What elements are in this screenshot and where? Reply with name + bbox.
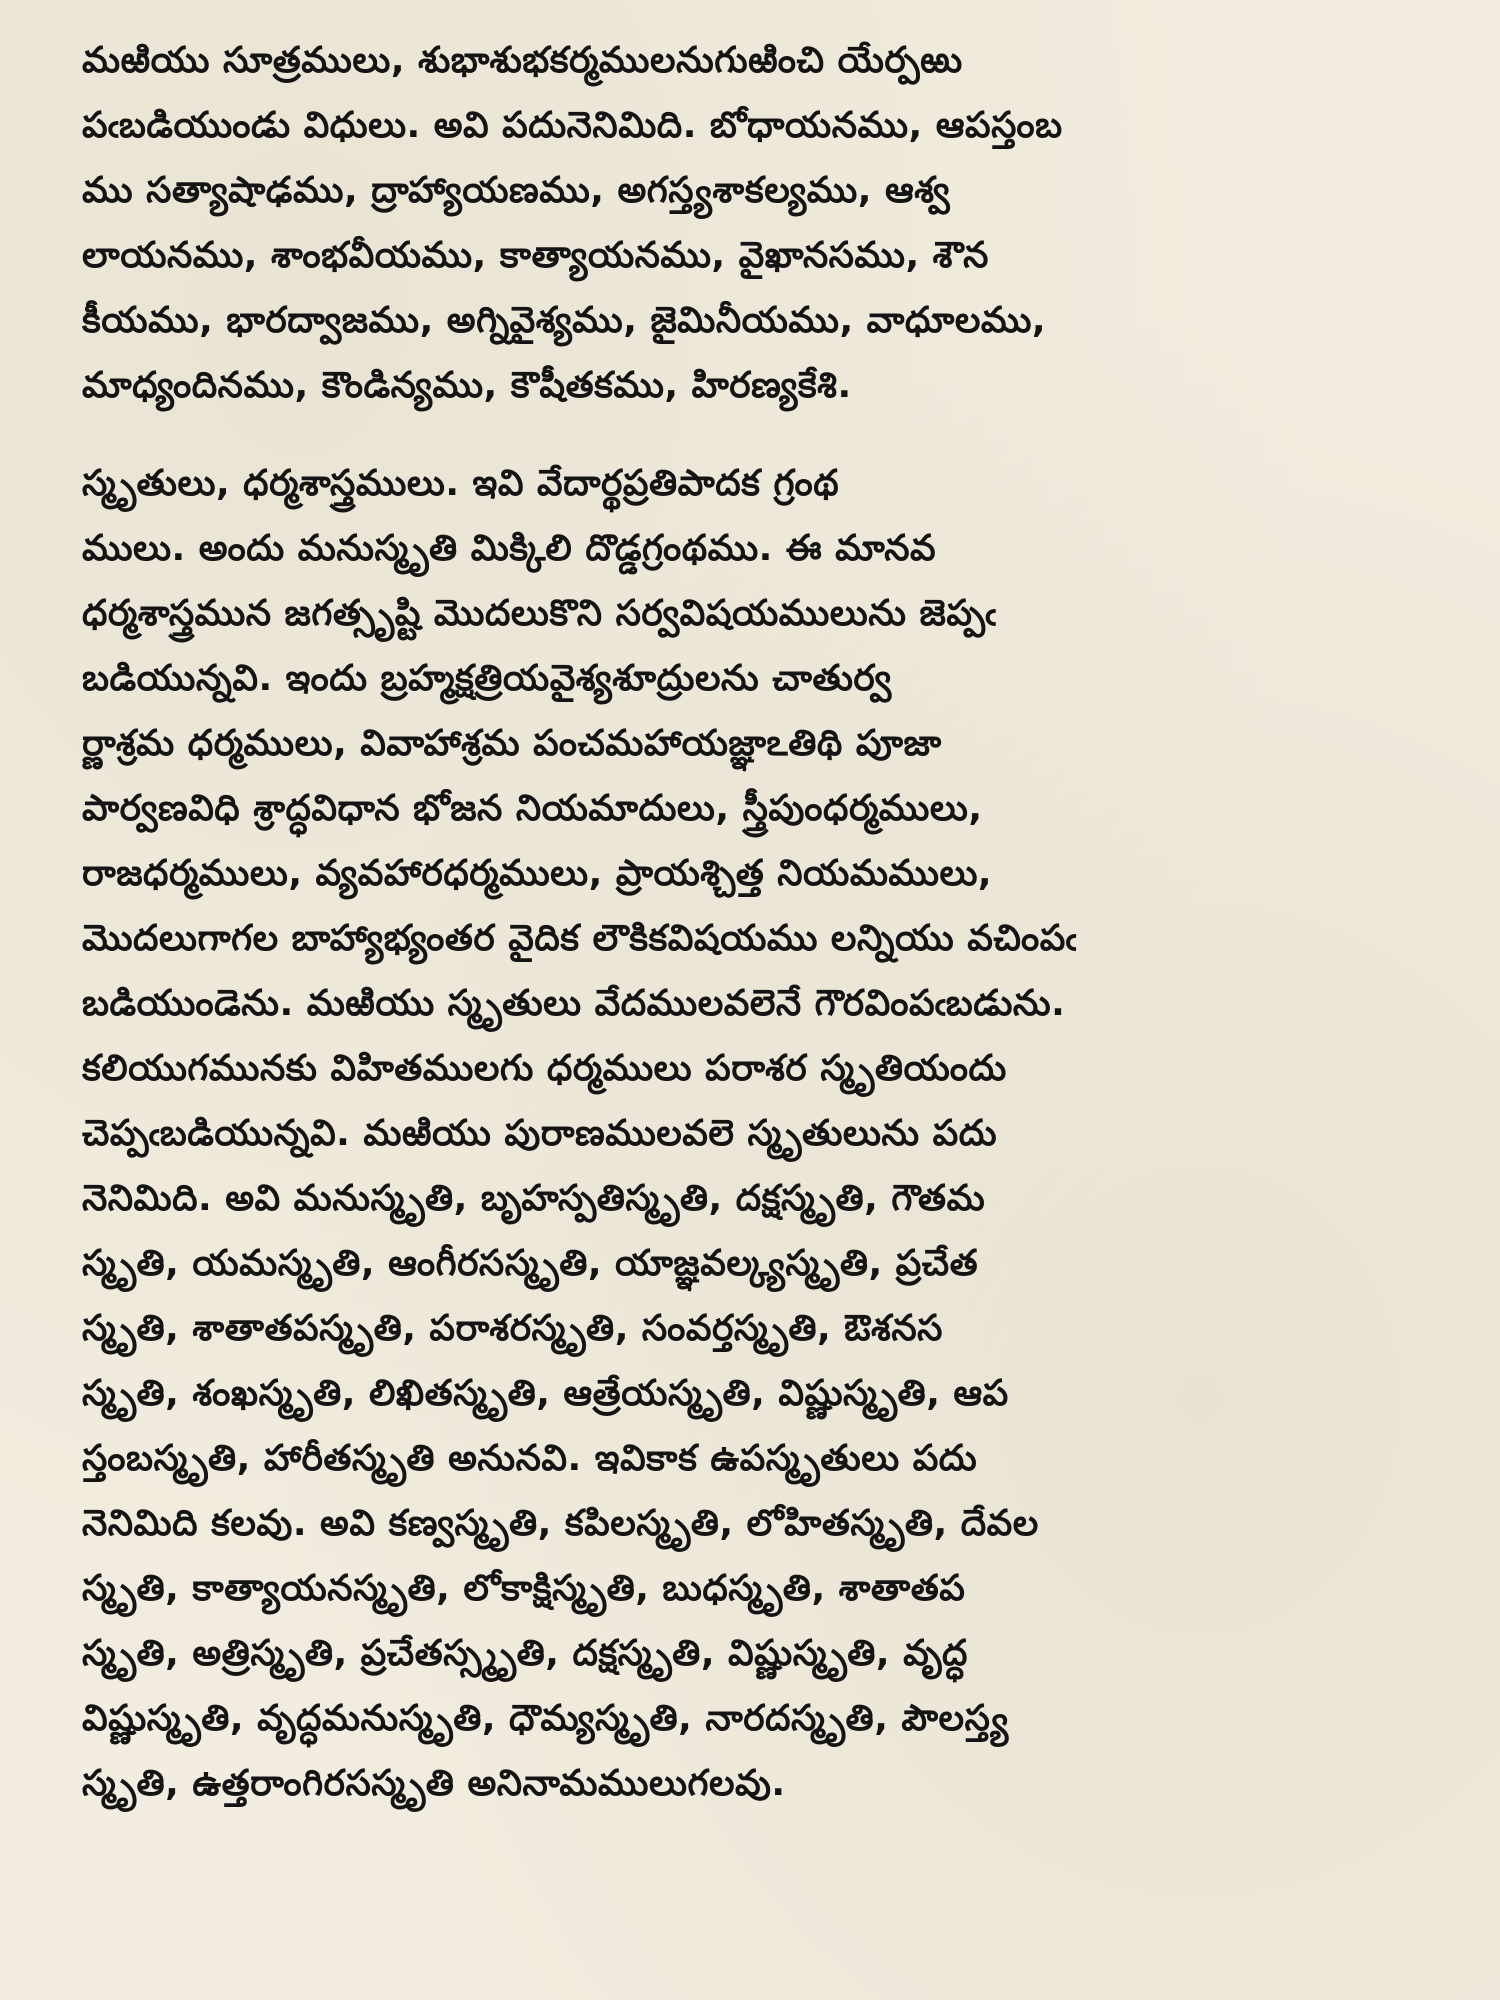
text-line: స్మృతి, శాతాతపస్మృతి, పరాశరస్మృతి, సంవర్తస్మృతి, ఔశనస	[82, 1308, 943, 1349]
text-line: ధర్మశాస్త్రమున జగత్సృష్టి మొదలుకొని సర్వవిషయములును జెప్పఁ	[82, 593, 997, 634]
text-line: స్మృతి, ఉత్తరాంగిరసస్మృతి అనినామములుగలవు.	[82, 1763, 786, 1804]
text-line: ము సత్యాషాఢము, ద్రాహ్యాయణము, అగస్త్యశాకల్యము, ఆశ్వ	[82, 170, 951, 211]
text-line: స్మృతి, అత్రిస్మృతి, ప్రచేతస్స్మృతి, దక్షస్మృతి, విష్ణుస్మృతి, వృద్ధ	[82, 1633, 968, 1674]
text-line: విష్ణుస్మృతి, వృద్ధమనుస్మృతి, ధౌమ్యస్మృతి, నారదస్మృతి, పౌలస్త్య	[82, 1698, 1009, 1739]
text-line: మాధ్యందినము, కౌండిన్యము, కౌషీతకము, హిరణ్యకేశి.	[82, 365, 852, 406]
text-line: బడియుండెను. మఱియు స్మృతులు వేదములవలెనే గౌరవింపఁబడును.	[82, 983, 1066, 1024]
text-line: స్మృతి, శంఖస్మృతి, లిఖితస్మృతి, ఆత్రేయస్మృతి, విష్ణుస్మృతి, ఆప	[82, 1373, 1009, 1414]
text-line: పఁబడియుండు విధులు. అవి పదునెనిమిది. బోధాయనము, ఆపస్తంబ	[82, 105, 1063, 146]
paragraph-sutras	[82, 28, 1428, 418]
text-line: స్మృతి, కాత్యాయనస్మృతి, లోకాక్షిస్మృతి, బుధస్మృతి, శాతాతప	[82, 1568, 966, 1609]
paragraph-smritis	[82, 451, 1428, 1816]
text-line: రాజధర్మములు, వ్యవహారధర్మములు, ప్రాయశ్చిత్త నియమములు,	[82, 853, 993, 894]
text-line: ములు. అందు మనుస్మృతి మిక్కిలి దొడ్డగ్రంథము. ఈ మానవ	[82, 528, 937, 569]
text-line: బడియున్నవి. ఇందు బ్రహ్మక్షత్రియవైశ్యశూద్రులను చాతుర్వ	[82, 658, 892, 699]
text-line: నెనిమిది కలవు. అవి కణ్వస్మృతి, కపిలస్మృతి, లోహితస్మృతి, దేవల	[82, 1503, 1039, 1544]
text-line: లాయనము, శాంభవీయము, కాత్యాయనము, వైఖానసము, శౌన	[82, 235, 989, 276]
text-line: నెనిమిది. అవి మనుస్మృతి, బృహస్పతిస్మృతి, దక్షస్మృతి, గౌతమ	[82, 1178, 986, 1219]
text-line: చెప్పఁబడియున్నవి. మఱియు పురాణములవలె స్మృతులును పదు	[82, 1113, 998, 1154]
text-line: కీయము, భారద్వాజము, అగ్నివైశ్యము, జైమినీయము, వాధూలము,	[82, 300, 1047, 341]
paragraph-gap	[82, 418, 1428, 451]
text-line: మఱియు సూత్రములు, శుభాశుభకర్మములనుగుఱించి యేర్పఱు	[82, 40, 963, 81]
text-line: కలియుగమునకు విహితములగు ధర్మములు పరాశర స్మృతియందు	[82, 1048, 1007, 1089]
text-line: మొదలుగాగల బాహ్యాభ్యంతర వైదిక లౌకికవిషయము లన్నియు వచింపఁ	[82, 918, 1077, 959]
text-line: ర్ణాశ్రమ ధర్మములు, వివాహాశ్రమ పంచమహాయజ్ఞాఽతిథి పూజా	[82, 723, 942, 764]
text-line: స్మృతి, యమస్మృతి, ఆంగీరసస్మృతి, యాజ్ఞవల్క్యస్మృతి, ప్రచేత	[82, 1243, 979, 1284]
text-line: పార్వణవిధి శ్రాద్ధవిధాన భోజన నియమాదులు, స్త్రీపుంధర్మములు,	[82, 788, 983, 829]
text-line: స్తంబస్మృతి, హారీతస్మృతి అనునవి. ఇవికాక ఉపస్మృతులు పదు	[82, 1438, 978, 1479]
text-line: స్మృతులు, ధర్మశాస్త్రములు. ఇవి వేదార్థప్రతిపాదక గ్రంథ	[82, 463, 840, 504]
